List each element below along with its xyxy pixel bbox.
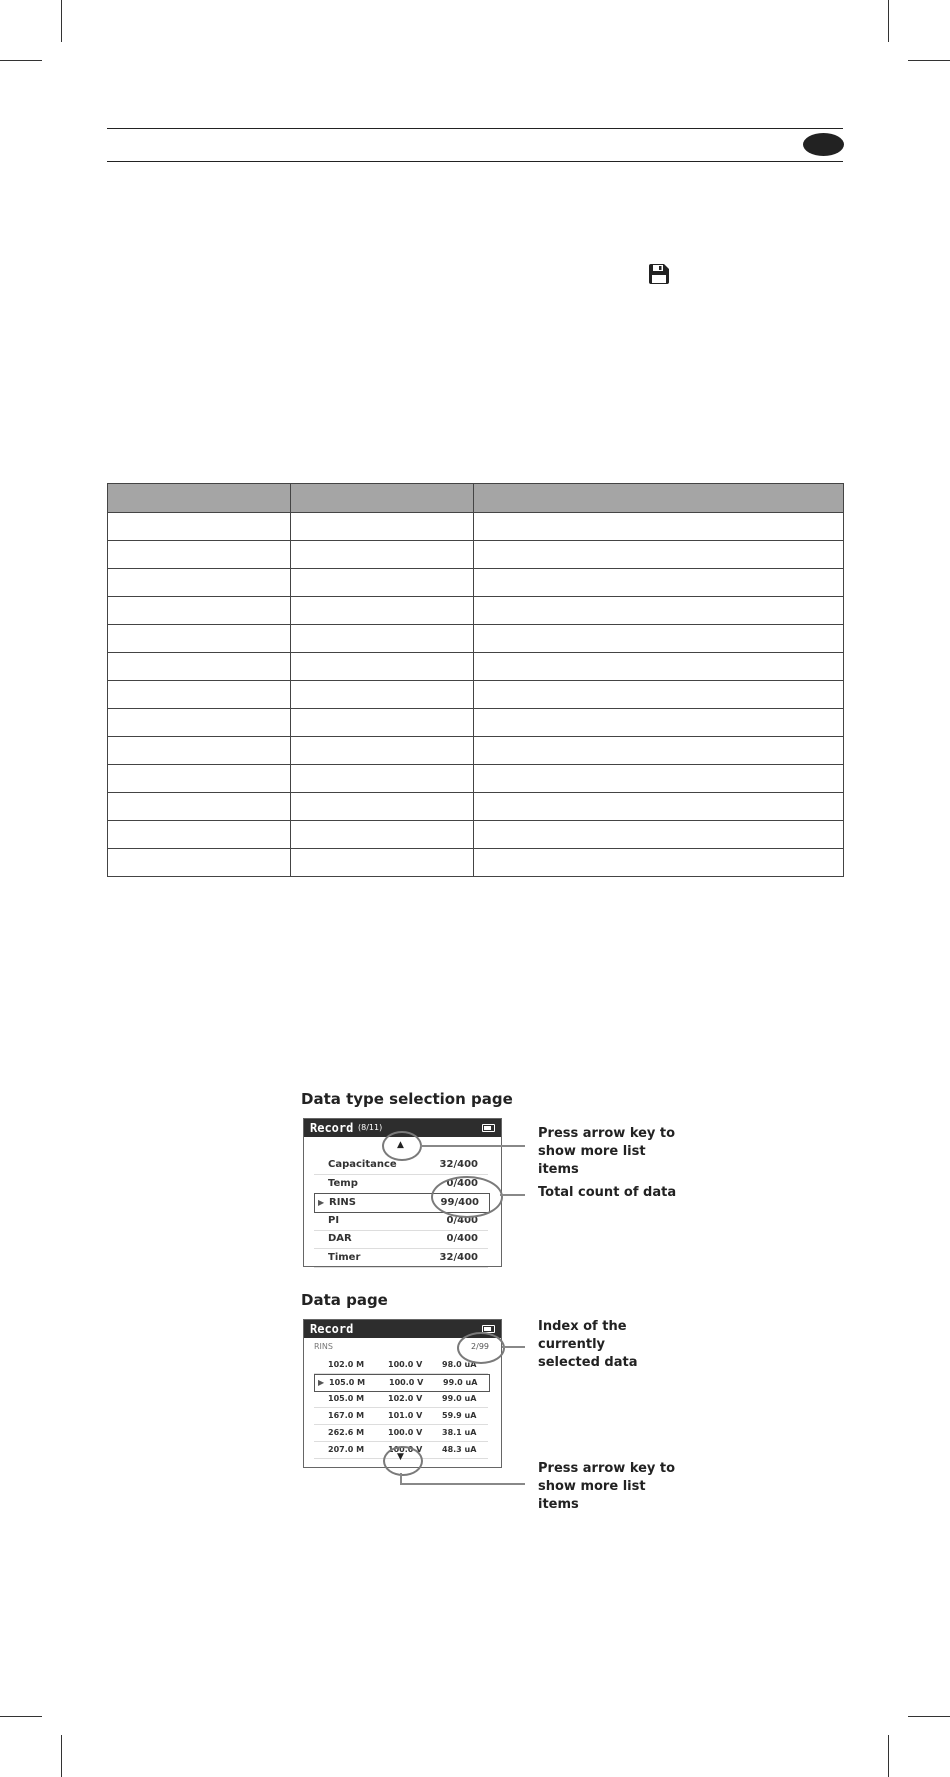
battery-icon xyxy=(482,1124,495,1132)
callout-line xyxy=(420,1145,525,1147)
count-callout-circle xyxy=(431,1176,503,1218)
table-row xyxy=(108,653,844,681)
table-cell xyxy=(291,821,474,849)
data-row[interactable] xyxy=(314,1425,488,1442)
page-indicator: (8/11) xyxy=(358,1123,383,1132)
language-badge xyxy=(803,133,844,156)
data-cell: 100.0 V xyxy=(388,1445,423,1454)
table-cell xyxy=(474,625,844,653)
selection-arrow-icon: ▶ xyxy=(318,1198,325,1207)
table-cell xyxy=(474,709,844,737)
data-cell: 48.3 uA xyxy=(442,1445,477,1454)
table-cell xyxy=(291,681,474,709)
table-cell xyxy=(474,681,844,709)
table-cell xyxy=(474,849,844,877)
data-cell: 102.0 V xyxy=(388,1394,423,1403)
table-cell xyxy=(108,541,291,569)
table-cell xyxy=(108,765,291,793)
list-item-label: Timer xyxy=(328,1251,361,1263)
table-cell xyxy=(291,569,474,597)
arrow-callout-text: Press arrow key to show more list items xyxy=(538,1126,676,1177)
crop-mark xyxy=(908,1716,950,1717)
header-rule-bottom xyxy=(107,161,843,162)
table-cell xyxy=(474,793,844,821)
list-item[interactable] xyxy=(314,1230,488,1249)
arrow-callout-text: Press arrow key to show more list items xyxy=(538,1461,676,1512)
crop-mark xyxy=(0,1716,42,1717)
table-cell xyxy=(474,541,844,569)
data-cell: 100.0 V xyxy=(389,1378,424,1387)
data-row[interactable] xyxy=(314,1391,488,1408)
table-cell xyxy=(474,569,844,597)
floppy-disk-icon xyxy=(648,263,670,289)
data-cell: 207.0 M xyxy=(328,1445,365,1454)
table-cell xyxy=(108,849,291,877)
callout-line xyxy=(400,1483,525,1485)
callout-line xyxy=(502,1346,525,1348)
data-cell: 102.0 M xyxy=(328,1360,365,1369)
data-cell: 99.0 uA xyxy=(443,1378,478,1387)
arrow-callout-circle xyxy=(383,1446,423,1476)
arrow-down-icon: ▼ xyxy=(397,1452,404,1462)
index-callout-circle xyxy=(457,1332,505,1364)
table-cell xyxy=(291,765,474,793)
table-cell xyxy=(291,793,474,821)
table-cell xyxy=(291,625,474,653)
table-header-cell xyxy=(108,484,291,513)
table-cell xyxy=(474,821,844,849)
data-page-title: Data page xyxy=(301,1291,388,1309)
table-cell xyxy=(108,793,291,821)
data-row[interactable] xyxy=(314,1374,490,1392)
table-row xyxy=(108,541,844,569)
table-cell xyxy=(108,625,291,653)
data-table xyxy=(107,483,844,877)
callout-line xyxy=(400,1473,402,1483)
table-cell xyxy=(108,821,291,849)
selection-arrow-icon: ▶ xyxy=(318,1378,325,1387)
screen-title: Record xyxy=(310,1121,354,1135)
table-row xyxy=(108,849,844,877)
callout-line xyxy=(500,1194,525,1196)
data-type-label: RINS xyxy=(314,1342,333,1351)
table-cell xyxy=(291,709,474,737)
table-row xyxy=(108,821,844,849)
table-row xyxy=(108,625,844,653)
table-cell xyxy=(291,653,474,681)
table-header-row xyxy=(108,484,844,513)
data-cell: 101.0 V xyxy=(388,1411,423,1420)
data-row[interactable] xyxy=(314,1357,488,1374)
table-cell xyxy=(108,513,291,541)
data-cell: 59.9 uA xyxy=(442,1411,477,1420)
table-header-cell xyxy=(474,484,844,513)
crop-mark xyxy=(888,0,889,42)
table-row xyxy=(108,765,844,793)
data-cell: 98.0 uA xyxy=(442,1360,477,1369)
table-cell xyxy=(474,737,844,765)
screen-title: Record xyxy=(310,1322,354,1336)
arrow-up-icon: ▲ xyxy=(397,1140,404,1150)
crop-mark xyxy=(908,60,950,61)
table-cell xyxy=(474,653,844,681)
list-item-count: 0/400 xyxy=(446,1214,478,1226)
list-item-count: 0/400 xyxy=(446,1233,478,1244)
index-callout-text: Index of the currently selected data xyxy=(538,1319,638,1370)
list-item-count: 32/400 xyxy=(439,1159,478,1170)
crop-mark xyxy=(61,1735,62,1777)
table-cell xyxy=(291,597,474,625)
table-cell xyxy=(474,597,844,625)
crop-mark xyxy=(61,0,62,42)
data-cell: 38.1 uA xyxy=(442,1428,477,1437)
data-row[interactable] xyxy=(314,1408,488,1425)
list-item-count: 99/400 xyxy=(440,1197,479,1208)
type-page-title: Data type selection page xyxy=(301,1090,513,1108)
table-cell xyxy=(474,513,844,541)
header-rule-top xyxy=(107,128,843,129)
table-header-cell xyxy=(291,484,474,513)
table-row xyxy=(108,681,844,709)
list-item-count: 0/400 xyxy=(446,1177,478,1189)
data-cell: 167.0 M xyxy=(328,1411,365,1420)
table-row xyxy=(108,569,844,597)
data-cell: 105.0 M xyxy=(328,1394,365,1403)
list-item-label: PI xyxy=(328,1214,340,1226)
crop-mark xyxy=(0,60,42,61)
data-cell: 99.0 uA xyxy=(442,1394,477,1403)
table-cell xyxy=(291,849,474,877)
data-cell: 105.0 M xyxy=(329,1378,366,1387)
data-index: 2/99 xyxy=(471,1342,489,1351)
table-row xyxy=(108,737,844,765)
list-item-label: Temp xyxy=(328,1177,358,1189)
table-cell xyxy=(291,737,474,765)
table-row xyxy=(108,793,844,821)
table-row xyxy=(108,597,844,625)
table-cell xyxy=(108,737,291,765)
table-row xyxy=(108,513,844,541)
list-item-label: Capacitance xyxy=(328,1159,397,1170)
table-cell xyxy=(108,597,291,625)
count-callout-text: Total count of data xyxy=(538,1185,677,1200)
table-cell xyxy=(291,513,474,541)
table-cell xyxy=(108,681,291,709)
arrow-callout-circle xyxy=(382,1131,422,1161)
list-item-count: 32/400 xyxy=(439,1251,478,1263)
table-row xyxy=(108,709,844,737)
data-cell: 100.0 V xyxy=(388,1428,423,1437)
table-cell xyxy=(108,709,291,737)
data-cell: 100.0 V xyxy=(388,1360,423,1369)
list-item-label: RINS xyxy=(329,1197,356,1208)
table-cell xyxy=(291,541,474,569)
list-item[interactable] xyxy=(314,1249,488,1268)
table-cell xyxy=(108,569,291,597)
table-cell xyxy=(108,653,291,681)
data-cell: 262.6 M xyxy=(328,1428,365,1437)
crop-mark xyxy=(888,1735,889,1777)
table-cell xyxy=(474,765,844,793)
list-item-label: DAR xyxy=(328,1233,352,1244)
